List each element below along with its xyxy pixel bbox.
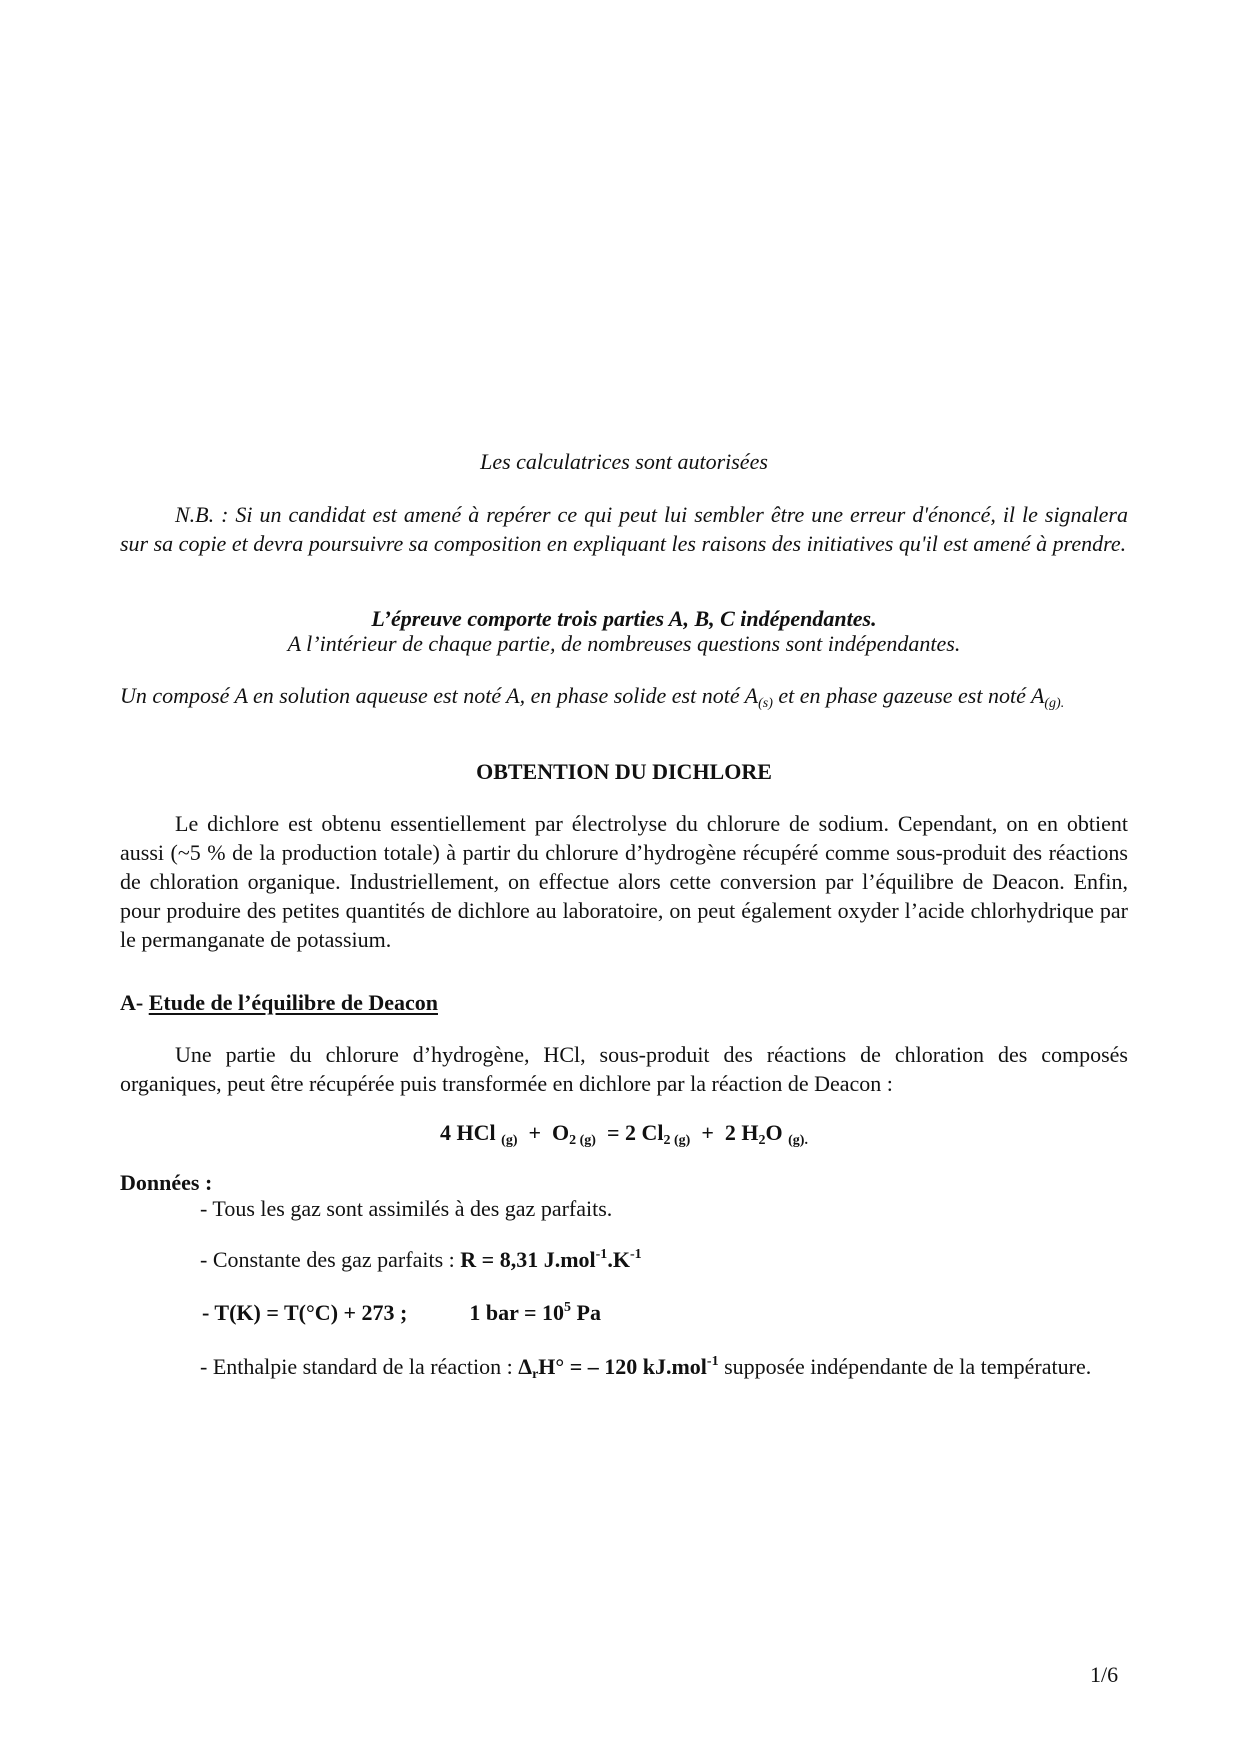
intro-paragraph: Le dichlore est obtenu essentiellement par électrolyse du chlorure de sodium. Cependant, on en obtient aussi (~5 % de la production totale) à partir du chlorure d’hydrogène récupéré comme sous-produit des réactions de chloration organique. Industriellement, on effectue alors cette conversion par l’équilibre de Deacon. Enfin, pour produire des petites quantités de dichlore au laboratoire, on peut également oxyder l’acide chlorhydrique par le permanganate de potassium. (120, 811, 1128, 952)
enthalpy-remark: supposée indépendante de la température. (718, 1354, 1092, 1379)
equation-cl2-subscript: 2 (g) (663, 1133, 691, 1148)
notation-text-1: Un composé A en solution aqueuse est noté A, en phase solide est noté A (120, 683, 759, 708)
gas-constant-unit: .K (607, 1247, 630, 1272)
equation-cl2: = 2 Cl (595, 1120, 664, 1145)
calculator-note: Les calculatrices sont autorisées (480, 449, 768, 474)
notation-subscript-gas: (g). (1044, 696, 1065, 711)
parts-statement: L’épreuve comporte trois parties A, B, C indépendantes. (371, 606, 877, 631)
equation-h2o-o: O (765, 1120, 789, 1145)
enthalpy-value: H° = – 120 kJ.mol (538, 1354, 707, 1379)
notation-subscript-solid: (s) (758, 696, 773, 711)
pressure-exponent: 5 (564, 1300, 572, 1315)
equation-hcl: 4 HCl (440, 1120, 502, 1145)
gas-constant-label: - Constante des gaz parfaits : (200, 1247, 461, 1272)
section-a-heading (120, 988, 1128, 1017)
equation-o2-subscript: 2 (g) (569, 1133, 596, 1148)
notation-text-2: et en phase gazeuse est noté A (772, 683, 1045, 708)
section-a-paragraph: Une partie du chlorure d’hydrogène, HCl, sous-produit des réactions de chloration des composés organiques, peut être récupérée puis transformée en dichlore par la réaction de Deacon : (120, 1042, 1128, 1096)
temperature-conversion: - T(K) = T(°C) + 273 ; (202, 1300, 408, 1325)
data-heading: Données : (120, 1170, 213, 1195)
parts-independence-note: A l’intérieur de chaque partie, de nombreuses questions sont indépendantes. (287, 631, 961, 656)
gas-constant-exp-1: -1 (595, 1247, 608, 1262)
gas-constant-value: R = 8,31 J.mol (460, 1247, 596, 1272)
enthalpy-r-subscript: r (532, 1367, 539, 1382)
page-number: 1/6 (1090, 1662, 1119, 1687)
data-item-ideal-gases: - Tous les gaz sont assimilés à des gaz parfaits. (200, 1196, 613, 1221)
equation-hcl-state: (g) (501, 1133, 518, 1148)
section-a-prefix: A- (120, 990, 149, 1015)
pressure-unit: Pa (571, 1300, 601, 1325)
gas-constant-exp-2: -1 (629, 1247, 642, 1262)
notation-note (120, 681, 1128, 710)
enthalpy-exponent: -1 (706, 1354, 719, 1369)
nb-note: N.B. : Si un candidat est amené à repérer ce qui peut lui sembler être une erreur d'énoncé, il le signalera sur sa copie et devra poursuivre sa composition en expliquant les raisons des initiatives qu'il est amené à prendre. (120, 502, 1128, 556)
section-a-title: Etude de l’équilibre de Deacon (148, 990, 438, 1015)
pressure-conversion: 1 bar = 10 (469, 1300, 565, 1325)
main-title: OBTENTION DU DICHLORE (476, 759, 772, 784)
deacon-equation (120, 1118, 1128, 1147)
equation-h2o-subscript: 2 (758, 1133, 766, 1148)
data-item-enthalpy (200, 1352, 1128, 1381)
equation-h2o: + 2 H (690, 1120, 759, 1145)
equation-h2o-state: (g). (788, 1133, 808, 1148)
enthalpy-delta: Δ (518, 1354, 533, 1379)
equation-o2: + O (517, 1120, 570, 1145)
data-item-gas-constant (200, 1245, 1128, 1274)
enthalpy-label: - Enthalpie standard de la réaction : (200, 1354, 519, 1379)
data-item-conversions (202, 1298, 1130, 1327)
